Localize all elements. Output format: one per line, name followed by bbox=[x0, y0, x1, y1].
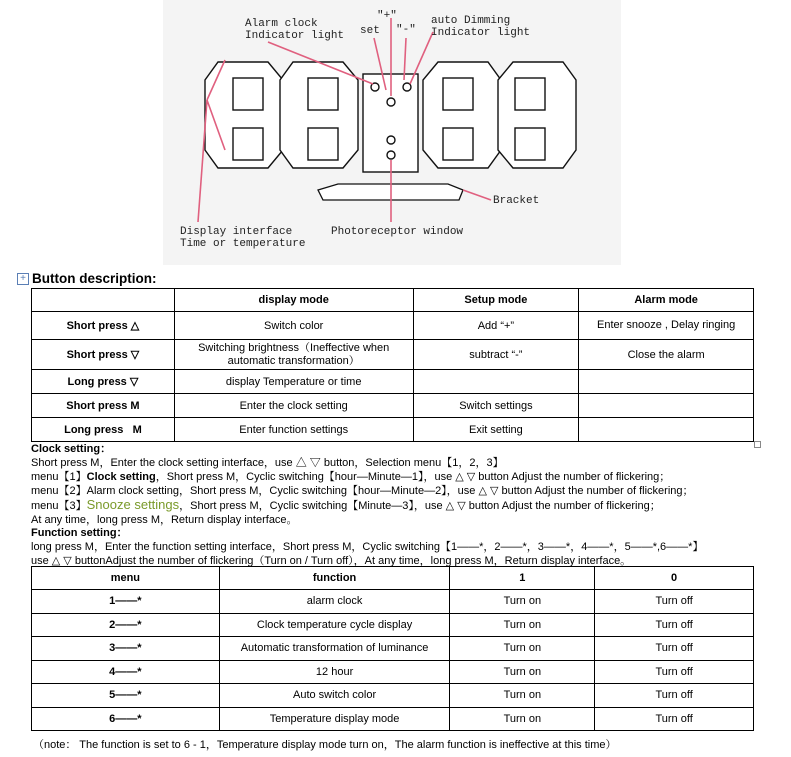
table-row bbox=[32, 637, 754, 661]
row-label: Short press M bbox=[32, 394, 175, 418]
function-setting-line: use △ ▽ buttonAdjust the number of flickering（Turn on / Turn off），At any time，long press M，Return display interface。 bbox=[31, 555, 632, 567]
table-row bbox=[32, 418, 754, 442]
header-cell: 0 bbox=[595, 567, 754, 590]
cell: Enter snooze , Delay ringing bbox=[579, 312, 754, 340]
menu-cell: 5——* bbox=[32, 684, 220, 708]
clock-setting-line: At any time，long press M，Return display interface。 bbox=[31, 514, 298, 526]
clock-setting-line: menu【2】Alarm clock setting，Short press M，Cyclic switching【hour—Minute—2】，use △ ▽ button Adjust the number of flickering； bbox=[31, 485, 694, 497]
cell: display Temperature or time bbox=[174, 370, 413, 394]
table-row bbox=[32, 590, 754, 614]
cell: Close the alarm bbox=[579, 340, 754, 370]
label-photoreceptor: Photoreceptor window bbox=[331, 226, 464, 238]
on-cell: Turn on bbox=[450, 637, 595, 661]
label-minus: "-" bbox=[396, 24, 416, 36]
menu-cell: 3——* bbox=[32, 637, 220, 661]
table-row bbox=[32, 707, 754, 731]
menu-cell: 6——* bbox=[32, 707, 220, 731]
menu-cell: 1——* bbox=[32, 590, 220, 614]
clock-setting-line: Short press M，Enter the clock setting interface，use △ ▽ button，Selection menu【1，2，3】 bbox=[31, 457, 504, 469]
text-span: Clock setting bbox=[86, 471, 156, 483]
table-row bbox=[32, 613, 754, 637]
cell bbox=[579, 370, 754, 394]
header-cell: 1 bbox=[450, 567, 595, 590]
table-row bbox=[32, 660, 754, 684]
row-label bbox=[32, 312, 175, 340]
cell bbox=[413, 370, 579, 394]
on-cell: Turn on bbox=[450, 613, 595, 637]
cell: Enter function settings bbox=[174, 418, 413, 442]
digit-2 bbox=[280, 62, 358, 168]
text-span: ，Short press M，Cyclic switching【Minute—3】，use △ ▽ button Adjust the number of flickering； bbox=[179, 500, 661, 512]
row-label-text: Short press bbox=[66, 349, 128, 361]
off-cell: Turn off bbox=[595, 684, 754, 708]
clock-setting-block bbox=[31, 442, 694, 527]
expand-icon[interactable]: + bbox=[17, 273, 29, 285]
function-setting-title: Function setting： bbox=[31, 527, 128, 539]
text-span: ，Short press M，Cyclic switching【hour—Minute—1】，use △ ▽ button Adjust the number of flickering； bbox=[155, 471, 671, 483]
on-cell: Turn on bbox=[450, 684, 595, 708]
clock-setting-line bbox=[31, 498, 694, 513]
function-cell: Clock temperature cycle display bbox=[219, 613, 450, 637]
header-cell: Alarm mode bbox=[579, 289, 754, 312]
row-label: Long press M bbox=[32, 418, 175, 442]
label-auto-dimming: auto Dimming Indicator light bbox=[431, 15, 531, 39]
function-cell: Auto switch color bbox=[219, 684, 450, 708]
table-header-row bbox=[32, 567, 754, 590]
label-display-interface: Display interface Time or temperature bbox=[180, 226, 306, 250]
function-setting-line: long press M，Enter the function setting interface，Short press M，Cyclic switching【1——*，2——*，3——*，4——*，5——*,6——*】 bbox=[31, 541, 704, 553]
function-setting-block bbox=[31, 526, 703, 568]
section-heading bbox=[17, 271, 157, 286]
digit-4 bbox=[498, 62, 576, 168]
menu-cell: 4——* bbox=[32, 660, 220, 684]
on-cell: Turn on bbox=[450, 707, 595, 731]
off-cell: Turn off bbox=[595, 707, 754, 731]
table-row bbox=[32, 370, 754, 394]
cell bbox=[579, 418, 754, 442]
button-description-table bbox=[31, 288, 754, 442]
on-cell: Turn on bbox=[450, 590, 595, 614]
triangle-up-icon bbox=[128, 320, 140, 332]
off-cell: Turn off bbox=[595, 660, 754, 684]
cell: subtract “-” bbox=[413, 340, 579, 370]
header-cell: menu bbox=[32, 567, 220, 590]
menu-cell: 2——* bbox=[32, 613, 220, 637]
label-set: set bbox=[360, 25, 380, 37]
cell: Enter the clock setting bbox=[174, 394, 413, 418]
text-span: menu【3】 bbox=[31, 500, 87, 512]
snooze-settings-text: Snooze settings bbox=[86, 497, 180, 512]
header-cell: function bbox=[219, 567, 450, 590]
table-row bbox=[32, 312, 754, 340]
function-cell: Temperature display mode bbox=[219, 707, 450, 731]
row-label bbox=[32, 340, 175, 370]
table-row bbox=[32, 394, 754, 418]
header-cell: display mode bbox=[174, 289, 413, 312]
clock-setting-title: Clock setting： bbox=[31, 443, 112, 455]
digit-3 bbox=[423, 62, 501, 168]
heading-text: Button description: bbox=[32, 271, 157, 286]
triangle-down-icon bbox=[128, 349, 140, 361]
clock-setting-line bbox=[31, 470, 694, 484]
label-plus: "+" bbox=[377, 10, 397, 22]
label-alarm-indicator: Alarm clock Indicator light bbox=[245, 18, 345, 42]
off-cell: Turn off bbox=[595, 613, 754, 637]
function-cell: Automatic transformation of luminance bbox=[219, 637, 450, 661]
label-bracket: Bracket bbox=[493, 195, 540, 207]
text-span: menu【1】 bbox=[31, 471, 87, 483]
header-cell bbox=[32, 289, 175, 312]
cell: Switch color bbox=[174, 312, 413, 340]
off-cell: Turn off bbox=[595, 590, 754, 614]
triangle-down-icon bbox=[127, 376, 139, 388]
function-cell: 12 hour bbox=[219, 660, 450, 684]
table-row bbox=[32, 684, 754, 708]
function-cell: alarm clock bbox=[219, 590, 450, 614]
table-header-row bbox=[32, 289, 754, 312]
table-row bbox=[32, 340, 754, 370]
function-table bbox=[31, 566, 754, 731]
cell: Exit setting bbox=[413, 418, 579, 442]
resize-handle bbox=[754, 441, 761, 448]
footnote: （note： The function is set to 6 - 1，Temperature display mode turn on，The alarm function is ineffective at this time） bbox=[33, 739, 617, 751]
off-cell: Turn off bbox=[595, 637, 754, 661]
row-label-text: Long press bbox=[67, 376, 127, 388]
clock-diagram bbox=[163, 0, 621, 265]
row-label bbox=[32, 370, 175, 394]
row-label-text: Short press bbox=[66, 320, 128, 332]
cell bbox=[579, 394, 754, 418]
cell: Switching brightness（Ineffective when automatic transformation） bbox=[174, 340, 413, 370]
header-cell: Setup mode bbox=[413, 289, 579, 312]
cell: Add “+” bbox=[413, 312, 579, 340]
cell: Switch settings bbox=[413, 394, 579, 418]
on-cell: Turn on bbox=[450, 660, 595, 684]
